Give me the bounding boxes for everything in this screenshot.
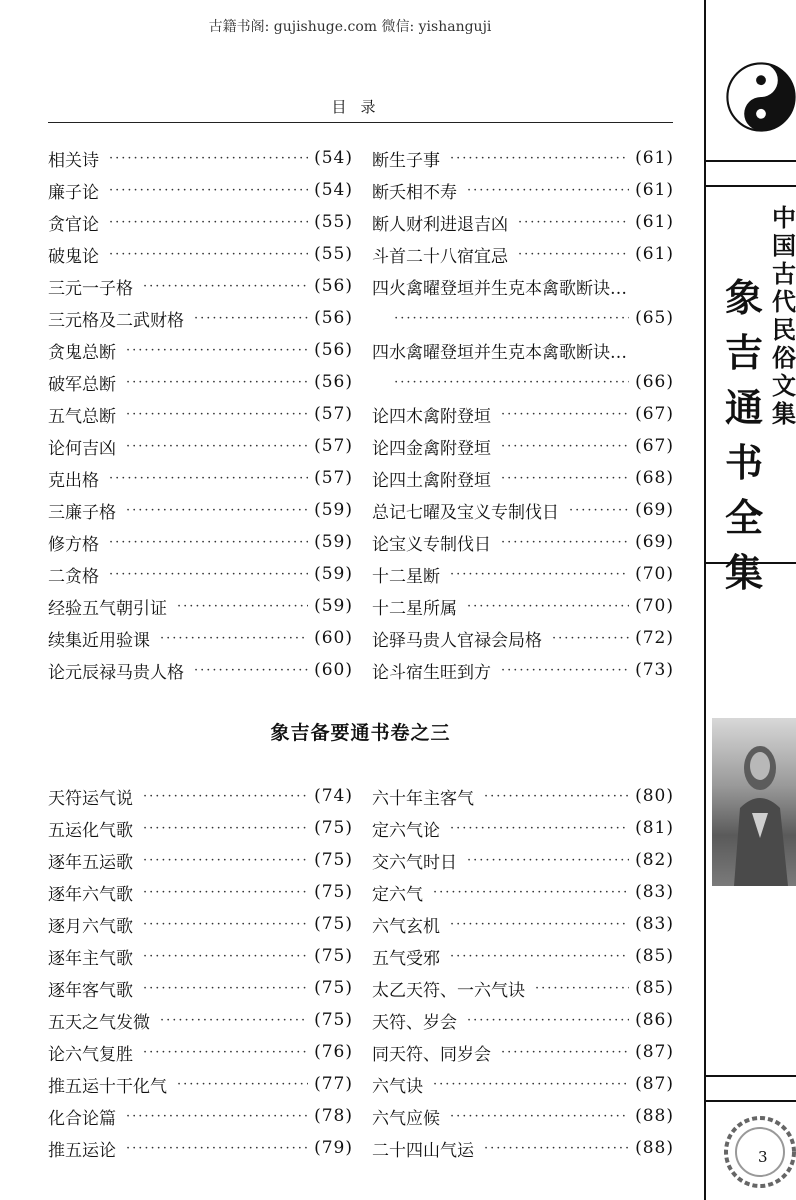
toc-entry-page: (88) (635, 1106, 674, 1126)
toc-entry (372, 366, 674, 398)
buddha-statue-photo (712, 718, 796, 886)
toc-entry-page: (82) (635, 850, 674, 870)
dot-leader (126, 503, 308, 518)
toc-entry-page: (54) (314, 180, 353, 200)
toc-entry-page: (61) (635, 148, 674, 168)
dot-leader (501, 1045, 629, 1060)
toc-entry (48, 1004, 353, 1036)
toc-entry-page: (55) (314, 244, 353, 264)
toc-entry-page: (73) (635, 660, 674, 680)
toc-entry-page: (75) (314, 1010, 353, 1030)
toc-entry-title: 论宝义专制伐日 (372, 534, 491, 555)
dot-leader (177, 599, 308, 614)
dot-leader (394, 311, 629, 326)
toc-entry (372, 430, 674, 462)
toc-entry-title: 破军总断 (48, 374, 116, 395)
title-rule (48, 122, 673, 123)
toc-entry (372, 494, 674, 526)
dot-leader (126, 375, 308, 390)
toc-entry-page: (83) (635, 914, 674, 934)
toc-entry-title: 五气总断 (48, 406, 116, 427)
toc-entry-page: (75) (314, 882, 353, 902)
toc-entry-title: 论六气复胜 (48, 1044, 133, 1065)
toc-entry-title: 十二星所属 (372, 598, 457, 619)
toc-entry-title: 逐年六气歌 (48, 884, 133, 905)
dot-leader (518, 247, 629, 262)
toc-entry (372, 270, 674, 302)
toc-entry-title: 破鬼论 (48, 246, 99, 267)
toc-entry (372, 972, 674, 1004)
dot-leader (143, 981, 308, 996)
dot-leader (109, 567, 308, 582)
series-title: 中国古代民俗文集 (772, 203, 796, 428)
toc-entry-title: 交六气时日 (372, 852, 457, 873)
toc-entry-page: (57) (314, 468, 353, 488)
toc-entry-title: 化合论篇 (48, 1108, 116, 1129)
toc-entry-page: (75) (314, 946, 353, 966)
dot-leader (109, 215, 308, 230)
toc-entry (372, 1004, 674, 1036)
dot-leader (450, 917, 629, 932)
toc-entry (372, 302, 674, 334)
toc-entry (48, 908, 353, 940)
toc-entry-page: (75) (314, 978, 353, 998)
toc-entry (372, 238, 674, 270)
toc-entry-page: (59) (314, 564, 353, 584)
toc-entry-title: 六气玄机 (372, 916, 440, 937)
toc-entry (48, 1132, 353, 1164)
toc-entry (48, 142, 353, 174)
dot-leader (433, 885, 629, 900)
toc-entry-title: 廉子论 (48, 182, 99, 203)
toc-entry-page: (83) (635, 882, 674, 902)
toc-entry-title: 推五运论 (48, 1140, 116, 1161)
toc-entry-page: (70) (635, 564, 674, 584)
toc-entry-title: 逐年主气歌 (48, 948, 133, 969)
page-number: 3 (758, 1148, 768, 1166)
toc-entry (48, 622, 353, 654)
toc-entry-title: 推五运十干化气 (48, 1076, 167, 1097)
toc-entry (372, 398, 674, 430)
toc-entry-page: (74) (314, 786, 353, 806)
toc-entry (48, 206, 353, 238)
toc-entry-title: 断生子事 (372, 150, 440, 171)
toc-entry (372, 844, 674, 876)
toc-entry-page: (85) (635, 978, 674, 998)
dot-leader (518, 215, 629, 230)
dot-leader (467, 1013, 629, 1028)
toc-entry (48, 812, 353, 844)
toc-entry-page: (87) (635, 1074, 674, 1094)
toc-entry-title: 二贪格 (48, 566, 99, 587)
toc-entry-title: 论元辰禄马贵人格 (48, 662, 184, 683)
dot-leader (450, 949, 629, 964)
toc-entry-title: 三元一子格 (48, 278, 133, 299)
dot-leader (126, 343, 308, 358)
dot-leader (433, 1077, 629, 1092)
toc-entry (48, 526, 353, 558)
toc-entry (372, 812, 674, 844)
toc-entry (48, 462, 353, 494)
toc-entry (372, 1100, 674, 1132)
toc-entry (48, 1068, 353, 1100)
toc-entry-title: 太乙天符、一六气诀 (372, 980, 525, 1001)
toc-entry (48, 174, 353, 206)
toc-entry-page: (56) (314, 276, 353, 296)
toc-entry (372, 206, 674, 238)
toc-title: 目录 (331, 98, 390, 116)
watermark: 古籍书阁: gujishuge.com 微信: yishanguji (208, 19, 492, 35)
dot-leader (450, 567, 629, 582)
dot-leader (143, 949, 308, 964)
dot-leader (484, 789, 629, 804)
toc-entry-title: 修方格 (48, 534, 99, 555)
toc-entry (372, 334, 674, 366)
dot-leader (484, 1141, 629, 1156)
toc-entry (48, 334, 353, 366)
toc-entry-page: (56) (314, 308, 353, 328)
toc-entry-title: 经验五气朝引证 (48, 598, 167, 619)
toc-entry-title: 三廉子格 (48, 502, 116, 523)
book-title: 象吉通书全集 (724, 275, 763, 595)
toc-entry-title: 论四木禽附登垣 (372, 406, 491, 427)
toc-entry-title: 论何吉凶 (48, 438, 116, 459)
dot-leader (552, 631, 629, 646)
toc-column-left-1 (48, 142, 353, 686)
toc-entry-page: (56) (314, 372, 353, 392)
dot-leader (109, 471, 308, 486)
dot-leader (194, 663, 308, 678)
toc-entry (372, 1132, 674, 1164)
toc-column-left-2 (48, 780, 353, 1164)
toc-column-right-2 (372, 780, 674, 1164)
toc-entry-page: (60) (314, 660, 353, 680)
toc-entry (48, 270, 353, 302)
toc-entry-title: 天符运气说 (48, 788, 133, 809)
toc-entry-title: 天符、岁会 (372, 1012, 457, 1033)
toc-entry (48, 398, 353, 430)
dot-leader (501, 471, 629, 486)
dot-leader (501, 439, 629, 454)
dot-leader (126, 407, 308, 422)
toc-entry (372, 940, 674, 972)
toc-entry (372, 908, 674, 940)
dot-leader (394, 375, 629, 390)
dot-leader (109, 151, 308, 166)
dot-leader (160, 1013, 308, 1028)
toc-entry-page: (65) (635, 308, 674, 328)
toc-entry-page: (55) (314, 212, 353, 232)
dot-leader (109, 535, 308, 550)
toc-entry (48, 366, 353, 398)
toc-entry-title: 论斗宿生旺到方 (372, 662, 491, 683)
toc-entry (372, 622, 674, 654)
toc-entry-title: 斗首二十八宿宜忌 (372, 246, 508, 267)
toc-entry-page: (75) (314, 818, 353, 838)
yin-yang-icon (726, 62, 796, 132)
side-rule-2 (706, 185, 796, 187)
toc-entry-page: (57) (314, 436, 353, 456)
toc-entry (48, 558, 353, 590)
toc-entry (48, 590, 353, 622)
dot-leader (143, 1045, 308, 1060)
toc-entry-page: (81) (635, 818, 674, 838)
toc-entry-page: (61) (635, 180, 674, 200)
toc-entry-page: (78) (314, 1106, 353, 1126)
toc-entry (372, 590, 674, 622)
toc-entry-page: (66) (635, 372, 674, 392)
toc-entry (372, 174, 674, 206)
toc-entry-page: (80) (635, 786, 674, 806)
toc-entry-page: (85) (635, 946, 674, 966)
toc-entry (48, 430, 353, 462)
toc-entry-page: (59) (314, 596, 353, 616)
dot-leader (177, 1077, 308, 1092)
toc-entry-title: 四水禽曜登垣并生克本禽歌断诀… (372, 342, 627, 363)
toc-entry-title: 二十四山气运 (372, 1140, 474, 1161)
toc-entry (372, 1036, 674, 1068)
toc-entry-title: 总记七曜及宝义专制伐日 (372, 502, 559, 523)
toc-entry-page: (67) (635, 404, 674, 424)
toc-entry-title: 论四土禽附登垣 (372, 470, 491, 491)
toc-entry-page: (75) (314, 850, 353, 870)
side-rule-top (706, 160, 796, 162)
dot-leader (143, 279, 308, 294)
toc-entry-page: (59) (314, 532, 353, 552)
dot-leader (450, 1109, 629, 1124)
toc-entry (372, 142, 674, 174)
toc-entry (372, 462, 674, 494)
toc-entry-title: 逐年客气歌 (48, 980, 133, 1001)
toc-entry-title: 五气受邪 (372, 948, 440, 969)
dot-leader (143, 853, 308, 868)
toc-entry-page: (70) (635, 596, 674, 616)
toc-entry-title: 贪官论 (48, 214, 99, 235)
toc-entry-page: (69) (635, 500, 674, 520)
toc-entry (48, 494, 353, 526)
toc-entry-title: 六十年主客气 (372, 788, 474, 809)
toc-entry-title: 六气应候 (372, 1108, 440, 1129)
dot-leader (126, 1141, 308, 1156)
section-title: 象吉备要通书卷之三 (270, 722, 451, 744)
toc-entry (48, 780, 353, 812)
toc-entry-page: (77) (314, 1074, 353, 1094)
toc-entry-page: (61) (635, 212, 674, 232)
dot-leader (160, 631, 308, 646)
toc-entry-title: 断人财利进退吉凶 (372, 214, 508, 235)
dot-leader (467, 183, 629, 198)
side-rule-5 (706, 1100, 796, 1102)
dot-leader (450, 151, 629, 166)
dot-leader (450, 821, 629, 836)
toc-entry-page: (86) (635, 1010, 674, 1030)
toc-entry (48, 1100, 353, 1132)
toc-entry-title: 论驿马贵人官禄会局格 (372, 630, 542, 651)
dot-leader (143, 917, 308, 932)
toc-entry-page: (75) (314, 914, 353, 934)
toc-entry-page: (72) (635, 628, 674, 648)
toc-entry-page: (61) (635, 244, 674, 264)
toc-entry-page: (69) (635, 532, 674, 552)
side-band (704, 0, 796, 1200)
toc-entry-title: 克出格 (48, 470, 99, 491)
dot-leader (569, 503, 629, 518)
toc-entry-page: (59) (314, 500, 353, 520)
toc-entry (48, 876, 353, 908)
toc-entry (372, 558, 674, 590)
toc-entry-title: 四火禽曜登垣并生克本禽歌断诀… (372, 278, 627, 299)
toc-entry-page: (67) (635, 436, 674, 456)
toc-entry (372, 654, 674, 686)
toc-entry (48, 654, 353, 686)
dot-leader (501, 535, 629, 550)
toc-entry (48, 302, 353, 334)
toc-entry-title: 续集近用验课 (48, 630, 150, 651)
toc-entry-title: 三元格及二武财格 (48, 310, 184, 331)
toc-entry (48, 940, 353, 972)
toc-entry-title: 定六气 (372, 884, 423, 905)
dot-leader (467, 853, 629, 868)
dot-leader (535, 981, 629, 996)
toc-entry (372, 780, 674, 812)
toc-entry-title: 定六气论 (372, 820, 440, 841)
toc-entry-page: (68) (635, 468, 674, 488)
dot-leader (126, 439, 308, 454)
dot-leader (501, 663, 629, 678)
side-rule-3 (706, 562, 796, 564)
toc-entry (48, 972, 353, 1004)
toc-entry-page: (79) (314, 1138, 353, 1158)
toc-entry-page: (56) (314, 340, 353, 360)
toc-entry (372, 876, 674, 908)
dot-leader (126, 1109, 308, 1124)
toc-entry-title: 六气诀 (372, 1076, 423, 1097)
toc-entry-title: 论四金禽附登垣 (372, 438, 491, 459)
toc-entry-page: (60) (314, 628, 353, 648)
toc-entry-page: (76) (314, 1042, 353, 1062)
toc-entry-page: (54) (314, 148, 353, 168)
side-rule-4 (706, 1075, 796, 1077)
dot-leader (109, 183, 308, 198)
toc-entry (48, 238, 353, 270)
dot-leader (501, 407, 629, 422)
toc-entry-page: (88) (635, 1138, 674, 1158)
toc-entry-title: 逐年五运歌 (48, 852, 133, 873)
toc-entry-title: 同天符、同岁会 (372, 1044, 491, 1065)
toc-entry (372, 1068, 674, 1100)
toc-entry-title: 断夭相不寿 (372, 182, 457, 203)
toc-entry-title: 贪鬼总断 (48, 342, 116, 363)
toc-column-right-1 (372, 142, 674, 686)
toc-entry (48, 844, 353, 876)
dot-leader (143, 885, 308, 900)
dot-leader (194, 311, 308, 326)
dot-leader (109, 247, 308, 262)
toc-entry (48, 1036, 353, 1068)
toc-entry-title: 逐月六气歌 (48, 916, 133, 937)
toc-entry-title: 十二星断 (372, 566, 440, 587)
dot-leader (143, 821, 308, 836)
toc-entry (372, 526, 674, 558)
toc-entry-page: (57) (314, 404, 353, 424)
dot-leader (467, 599, 629, 614)
dot-leader (143, 789, 308, 804)
toc-entry-title: 五天之气发微 (48, 1012, 150, 1033)
toc-entry-title: 五运化气歌 (48, 820, 133, 841)
toc-entry-title: 相关诗 (48, 150, 99, 171)
toc-entry-page: (87) (635, 1042, 674, 1062)
